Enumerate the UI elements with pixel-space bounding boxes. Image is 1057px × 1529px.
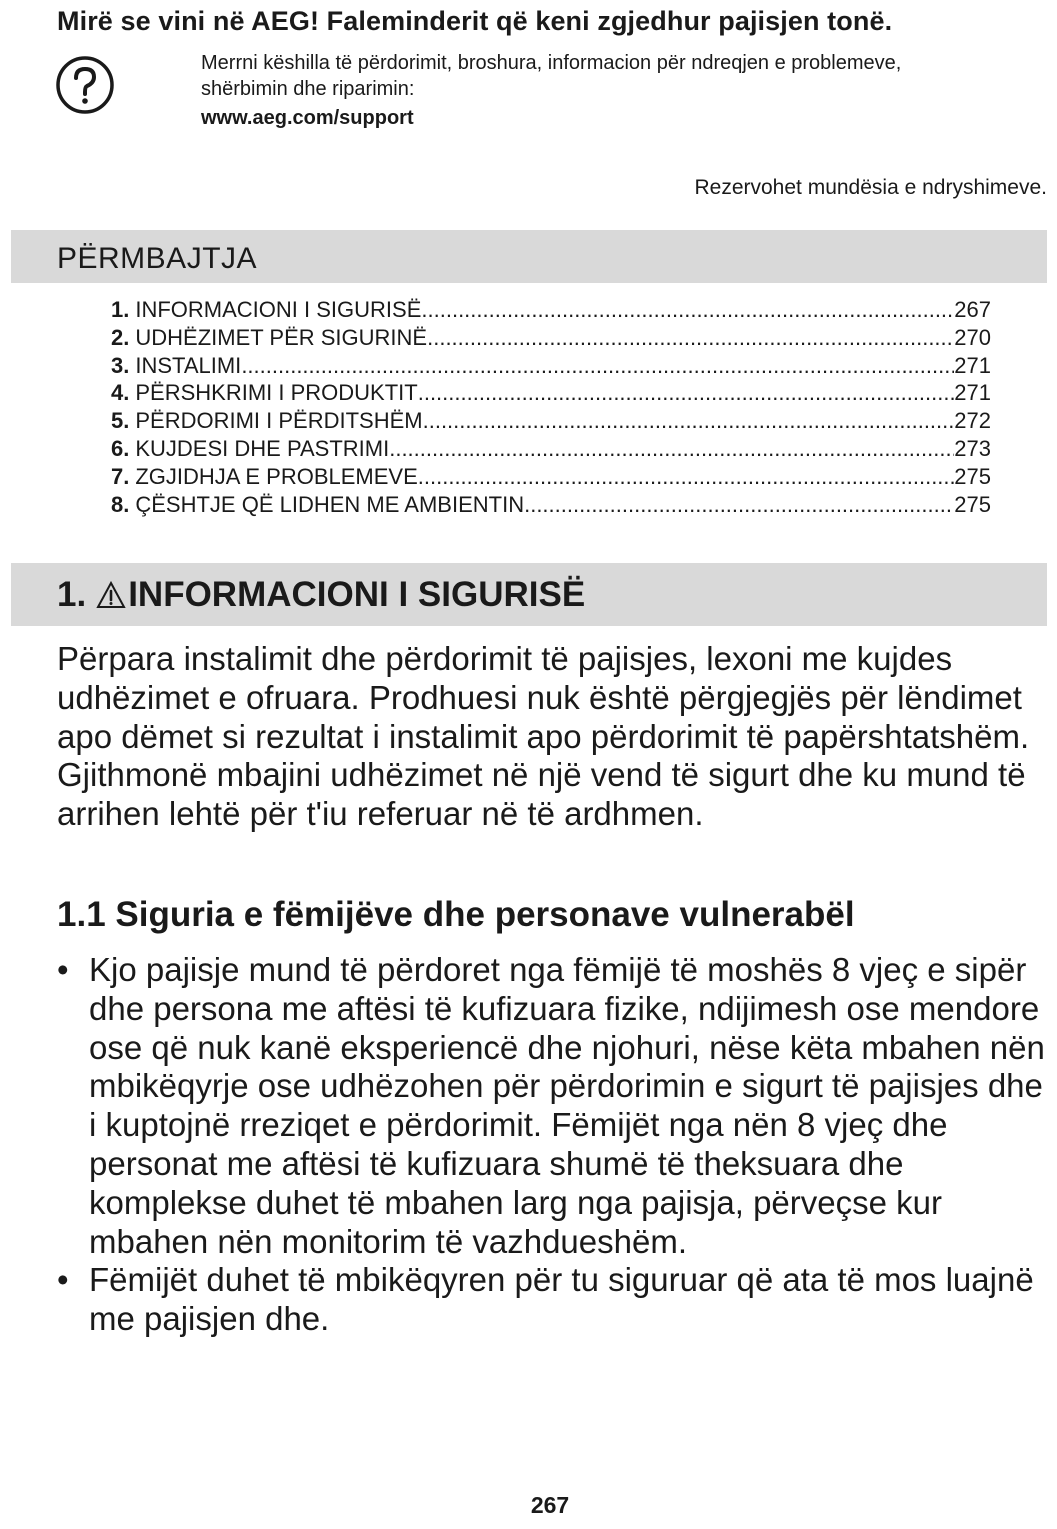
toc-item[interactable] xyxy=(111,324,991,352)
toc-leader-dots xyxy=(423,407,955,435)
toc-item-label: KUJDESI DHE PASTRIMI xyxy=(135,435,390,461)
intro-paragraph: Përpara instalimit dhe përdorimit të pajisjes, lexoni me kujdes udhëzimet e ofruara. Prodhuesi nuk është përgjegjës për lëndimet apo dëmet si rezultat i instalimit apo përdorimit të papërshtatshëm. Gjithmonë mbajini udhëzimet në një vend të sigurt dhe ku mund të arrihen lehtë për t'iu referuar në të ardhmen. xyxy=(57,640,1030,833)
support-info xyxy=(201,50,1001,131)
subsection-title: 1.1 Siguria e fëmijëve dhe personave vulnerabël xyxy=(57,895,855,934)
toc-item[interactable] xyxy=(111,491,991,519)
toc-leader-dots xyxy=(418,379,955,407)
toc-item-number: 4. xyxy=(111,380,130,406)
toc-item-page: 272 xyxy=(954,408,991,434)
toc-leader-dots xyxy=(418,463,955,491)
reservation-note: Rezervohet mundësia e ndryshimeve. xyxy=(694,176,1047,199)
toc-item-label: UDHËZIMET PËR SIGURINË xyxy=(135,324,428,350)
question-circle-icon xyxy=(55,55,115,115)
toc-item-page: 270 xyxy=(954,324,991,350)
safety-bullet-list xyxy=(57,951,1047,1339)
toc-leader-dots xyxy=(241,352,954,380)
toc-item-number: 1. xyxy=(111,297,130,322)
toc-item-label: INSTALIMI xyxy=(135,352,242,378)
toc-item-page: 273 xyxy=(954,435,991,461)
table-of-contents xyxy=(111,296,991,518)
toc-item[interactable] xyxy=(111,379,991,407)
welcome-heading: Mirë se vini në AEG! Faleminderit që keni zgjedhur pajisjen tonë. xyxy=(57,6,893,36)
toc-item[interactable] xyxy=(111,352,991,380)
section-number: 1. xyxy=(57,575,87,614)
toc-leader-dots xyxy=(524,491,954,519)
toc-item-number: 3. xyxy=(111,352,130,378)
warning-triangle-icon xyxy=(96,581,126,609)
toc-item[interactable] xyxy=(111,296,991,324)
toc-item-number: 7. xyxy=(111,463,130,489)
toc-item-page: 271 xyxy=(954,380,991,406)
toc-leader-dots xyxy=(427,324,954,352)
toc-item-number: 2. xyxy=(111,324,130,350)
list-item: • Kjo pajisje mund të përdoret nga fëmijë të moshës 8 vjeç e sipër dhe persona me aftësi të kufizuara fizike, ndijimesh ose mendore ose që nuk kanë eksperiencë dhe njohuri, nëse këta mbahen nën mbikëqyrje ose udhëzohen për përdorimin e sigurt të pajisjes dhe i kuptojnë rreziqet e përdorimit. Fëmijët nga nën 8 vjeç dhe personat me aftësi të kufizuara shumë të theksuara dhe komplekse duhet të mbahen larg nga pajisja, përveçse kur mbahen nën monitorim të vazhdueshëm. xyxy=(57,951,1047,1261)
toc-item-page: 275 xyxy=(954,491,991,517)
toc-item-number: 6. xyxy=(111,435,130,461)
toc-title: PËRMBAJTJA xyxy=(57,242,258,275)
toc-leader-dots xyxy=(421,296,954,324)
toc-item[interactable] xyxy=(111,463,991,491)
toc-item-label: ZGJIDHJA E PROBLEMEVE xyxy=(135,463,418,489)
toc-item-number: 5. xyxy=(111,408,130,434)
toc-item[interactable] xyxy=(111,435,991,463)
page-number: 267 xyxy=(530,1492,570,1518)
toc-item-label: PËRSHKRIMI I PRODUKTIT xyxy=(135,380,418,406)
toc-item-label: INFORMACIONI I SIGURISË xyxy=(135,297,422,322)
toc-item-page: 275 xyxy=(954,463,991,489)
section-title xyxy=(57,575,585,615)
toc-item-label: ÇËSHTJE QË LIDHEN ME AMBIENTIN xyxy=(135,491,525,517)
toc-item-page: 267 xyxy=(954,297,991,322)
toc-item[interactable] xyxy=(111,407,991,435)
toc-item-label: PËRDORIMI I PËRDITSHËM xyxy=(135,408,423,434)
section-title-text: INFORMACIONI I SIGURISË xyxy=(128,575,586,614)
support-text-line1: Merrni këshilla të përdorimit, broshura, informacion për ndreqjen e problemeve, xyxy=(201,52,902,74)
support-url[interactable]: www.aeg.com/support xyxy=(201,107,414,129)
toc-leader-dots xyxy=(389,435,954,463)
support-text-line2: shërbimin dhe riparimin: xyxy=(201,78,415,100)
toc-item-number: 8. xyxy=(111,491,130,517)
toc-item-page: 271 xyxy=(954,352,991,378)
list-item: • Fëmijët duhet të mbikëqyren për tu siguruar që ata të mos luajnë me pajisjen dhe. xyxy=(57,1261,1047,1339)
